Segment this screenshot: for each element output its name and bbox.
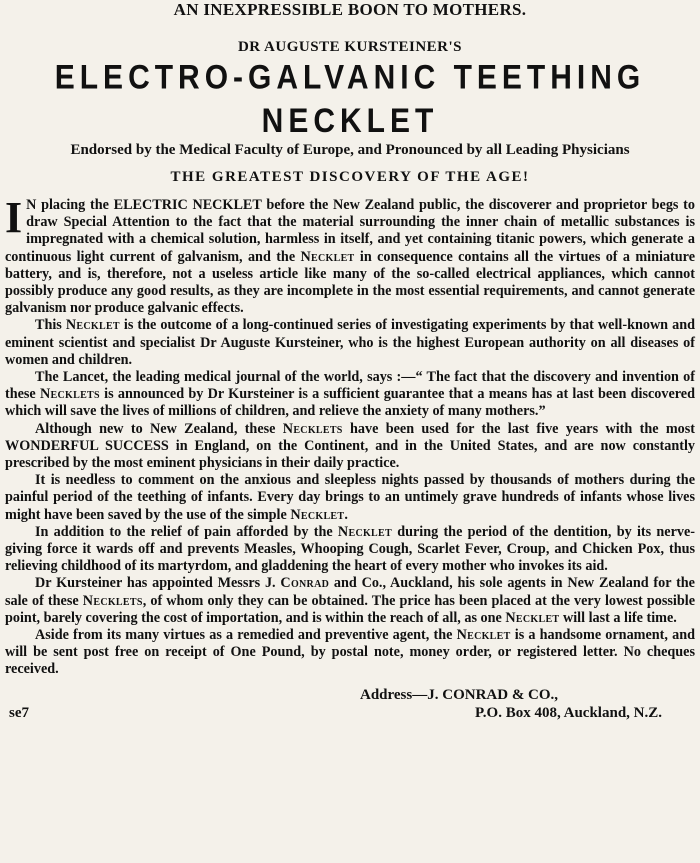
paragraph-2 <box>5 317 695 369</box>
paragraph-4 <box>5 421 695 473</box>
paragraph-text: It is needless to comment on the anxious and sleepless nights passed by thousands of mothers during the painful period of the teething of infants. Every day brings to an untimely grave hundreds of infants whose lives might have been saved by the use of the simple <box>5 472 695 523</box>
author-name: DR AUGUSTE KURSTEINER'S <box>237 39 463 55</box>
paragraph-text: in consequence contains all the virtues of a miniature battery, and is, therefore, not a useless article like many of the so-called electrical appliances, which cannot possibly produce any good results, as they are incomplete in the most essential requirements, and cannot generate galvanism nor produce galvanic effects. <box>5 248 696 317</box>
paragraph-7 <box>5 575 695 627</box>
product-mention: Necklet <box>337 523 392 540</box>
product-mention: Necklets <box>40 386 100 403</box>
tagline: THE GREATEST DISCOVERY OF THE AGE! <box>170 169 530 185</box>
address-line-2: P.O. Box 408, Auckland, N.Z. <box>475 704 662 721</box>
advert-body <box>5 193 696 679</box>
paragraph-text: Although new to New Zealand, these <box>35 420 283 437</box>
paragraph-text: is a handsome ornament, and will be sent post free on receipt of One Pound, by postal note, money order, or registered letter. No cheques received. <box>5 627 695 678</box>
product-title: ELECTRO-GALVANIC TEETHING NECKLET <box>54 58 646 141</box>
paragraph-text: and Co., Auckland, his sole agents in New Zealand for the sale of these <box>5 575 695 609</box>
product-mention: Necklets <box>82 592 143 609</box>
ad-code: se7 <box>9 704 29 721</box>
product-mention: Necklet <box>290 506 345 523</box>
agent-mention: Conrad <box>280 575 330 592</box>
paragraph-text: will last a life time. <box>559 609 677 626</box>
paragraph-text: This <box>35 317 66 334</box>
paragraph-text: The Lancet, the leading medical journal of the world, says :—“ The fact that the discovery and invention of these <box>5 369 695 403</box>
paragraph-text: In addition to the relief of pain afforded by the <box>35 523 338 540</box>
product-mention: Necklet <box>65 317 120 334</box>
product-mention: Necklets <box>282 420 343 437</box>
paragraph-text: is the outcome of a long-continued series of investigating experiments by that well-known and eminent scientist and specialist Dr Auguste Kursteiner, who is the highest European authority on all diseases of women and children. <box>5 317 695 368</box>
product-mention: Necklet <box>456 627 511 644</box>
product-mention: Necklet <box>505 609 560 626</box>
paragraph-text: N placing the ELECTRIC NECKLET before the New Zealand public, the discoverer and proprietor begs to draw Special Attention to the fact that the material surrounding the inner chain of metallic substances is impregnated with a chemical solution, harmless in itself, and yet containing titanic powers, which generate a continuous light current of galvanism, and the <box>5 197 695 265</box>
paragraph-text: Aside from its many virtues as a remedied and preventive agent, the <box>35 627 457 644</box>
paragraph-text: , of whom only they can be obtained. The price has been placed at the very lowest possible point, barely covering the cost of importation, and is within the reach of all, as one <box>5 592 695 626</box>
paragraph-text: is announced by Dr Kursteiner is a sufficient guarantee that a means has at last been discovered which will save the lives of millions of children, and relieve the anxiety of many mothers.” <box>5 386 695 420</box>
product-mention: Necklet <box>300 248 355 265</box>
address-block <box>5 687 695 731</box>
paragraph-6 <box>5 524 695 576</box>
paragraph-8 <box>5 627 695 679</box>
paragraph-1 <box>5 193 696 317</box>
endorsement: Endorsed by the Medical Faculty of Europe, and Pronounced by all Leading Physicians <box>70 142 630 158</box>
address-line-1: Address—J. CONRAD & CO., <box>360 686 559 703</box>
paragraph-text: during the period of the dentition, by its nerve-giving force it wards off and prevents Measles, Whooping Cough, Scarlet Fever, Croup, and Chicken Pox, thus relieving childhood of its martyrdom, and gladdening the heart of every mother who invokes its aid. <box>5 523 695 575</box>
paragraph-3 <box>5 369 695 421</box>
paragraph-text: . <box>344 506 348 523</box>
paragraph-text: have been used for the last five years with the most WONDERFUL SUCCESS in England, on the Continent, and in the United States, and are now constantly prescribed by the most eminent physicians in their daily practice. <box>5 420 695 472</box>
headline: AN INEXPRESSIBLE BOON TO MOTHERS. <box>173 0 527 19</box>
drop-cap: I <box>5 193 23 242</box>
paragraph-text: Dr Kursteiner has appointed Messrs J. <box>35 575 281 592</box>
paragraph-5 <box>5 472 695 524</box>
